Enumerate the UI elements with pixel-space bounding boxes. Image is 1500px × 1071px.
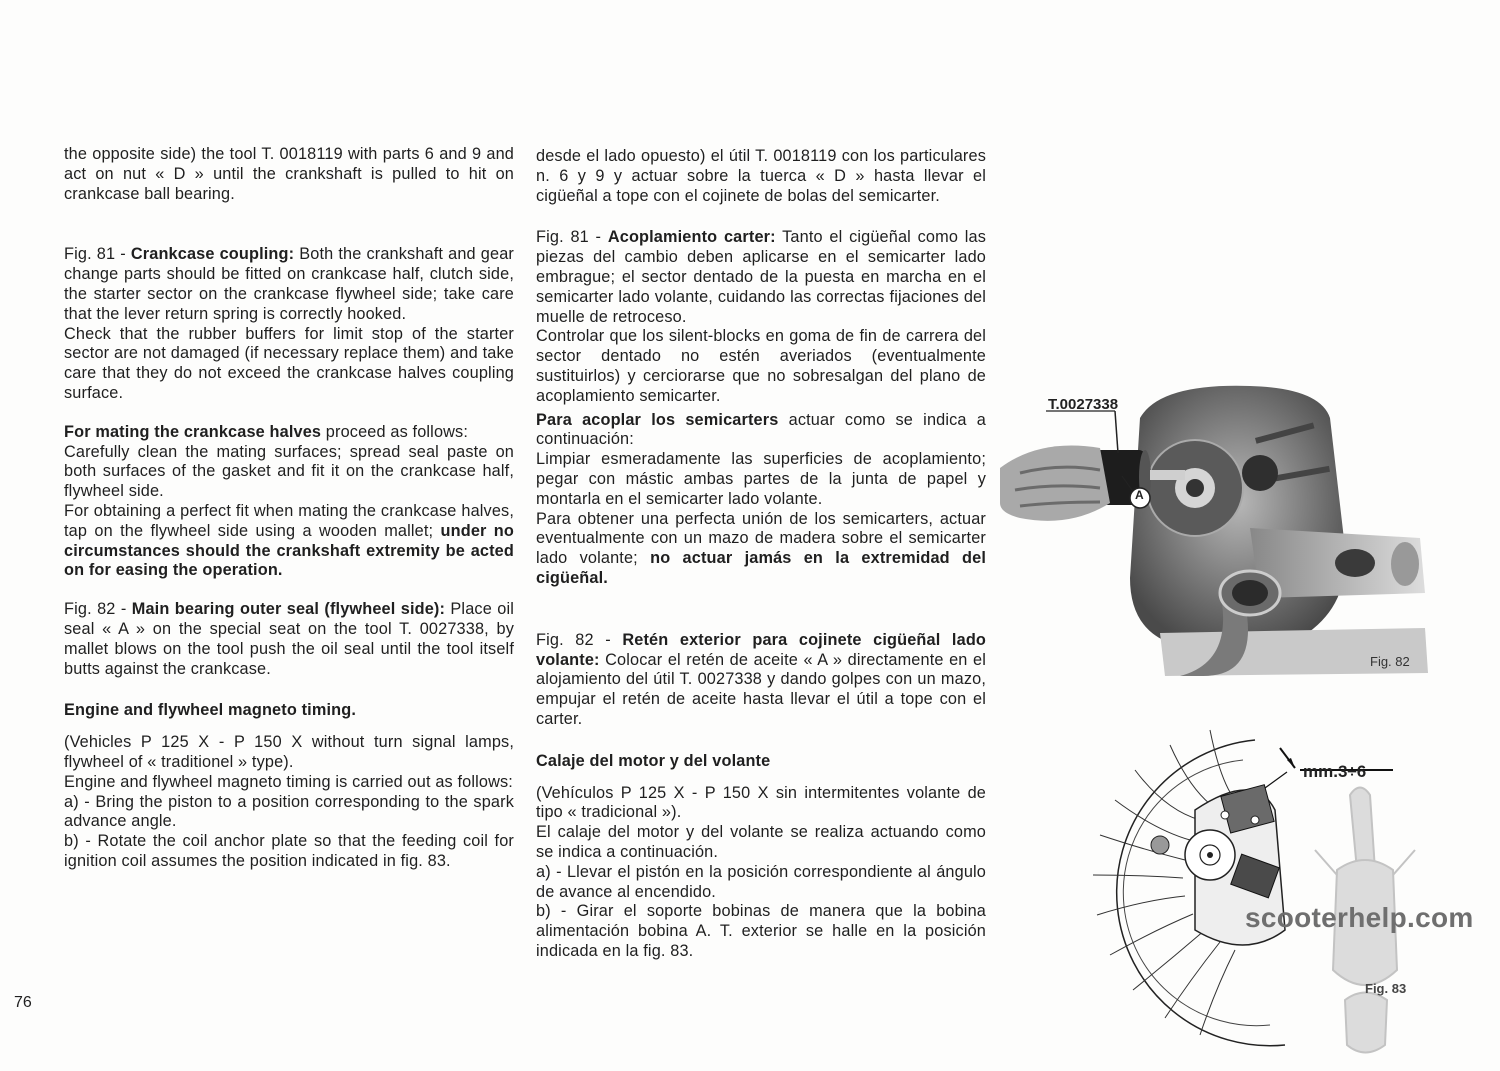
es-fit-warning: no actuar jamás en la extremidad del cigüeñal. [536,549,986,587]
en-fit-paragraph [64,502,514,581]
es-fig81-text: Tanto el cigüeñal como las piezas del cambio deben aplicarse en el semicarter lado embrague; el sector dentado de la puesta en marcha en el semicarter lado volante, cuidando las correctas fijaciones del muelle de retroceso. [536,228,986,326]
es-intro-paragraph: desde el lado opuesto) el útil T. 0018119 con los particulares n. 6 y 9 y actuar sobre la tuerca « D » hasta llevar el cigüeñal a tope con el cojinete de bolas del semicarter. [536,147,986,205]
es-timing-intro: El calaje del motor y del volante se realiza actuando como se indica a continuación. [536,823,986,861]
en-intro-paragraph: the opposite side) the tool T. 0018119 with parts 6 and 9 and act on nut « D » until the crankshaft is pulled to hit on crankcase ball bearing. [64,145,514,203]
es-mating-text: actuar como se indica a continuación: [536,410,986,449]
es-fig82-paragraph [536,631,986,730]
fig82-tool-label: T.0027338 [1048,396,1119,413]
es-fit-text: Para obtener una perfecta unión de los semicarters, actuar eventualmente con un mazo de madera sobre el semicarter lado volante; [536,509,986,568]
es-step-a: a) - Llevar el pistón en la posición correspondiente al ángulo de avance al encendido. [536,862,986,901]
en-check-paragraph: Check that the rubber buffers for limit stop of the starter sector are not damaged (if necessary replace them) and take care that they do not exceed the crankcase halves coupling surface. [64,324,514,402]
es-timing-heading: Calaje del motor y del volante [536,751,771,770]
en-fig82-paragraph [64,600,514,679]
english-column [64,145,514,872]
en-fig82-title: Main bearing outer seal (flywheel side): [131,600,446,619]
es-fig82-title: Retén exterior para cojinete cigüeñal lado volante: [536,630,987,669]
en-mating-title: For mating the crankcase halves [64,422,322,441]
fig83-flywheel-illustration [1075,700,1495,1065]
es-fig81-title: Acoplamiento carter: [607,228,776,247]
es-mating-title: Para acoplar los semicarters [536,410,779,429]
en-mating-paragraph [64,423,514,443]
en-timing-intro: Engine and flywheel magneto timing is carried out as follows: [64,772,513,791]
en-fig81-prefix: Fig. 81 - [64,245,131,264]
page-number: 76 [14,994,32,1011]
en-clean-paragraph: Carefully clean the mating surfaces; spread seal paste on both surfaces of the gasket and fit it on the crankcase half, flywheel side. [64,442,514,501]
en-timing-heading: Engine and flywheel magneto timing. [64,701,357,720]
watermark-text: scooterhelp.com [1245,902,1474,933]
en-fig81-text: Both the crankshaft and gear change parts should be fitted on crankcase half, clutch side, the starter sector on the crankcase flywheel side; take care that the lever return spring is correctly hooked. [64,245,514,323]
en-timing-vehicles: (Vehicles P 125 X - P 150 X without turn signal lamps, flywheel of « traditionel » type). [64,733,514,771]
en-fig81-title: Crankcase coupling: [130,245,295,264]
en-fig82-text: Place oil seal « A » on the special seat on the tool T. 0027338, by mallet blows on the tool push the oil seal until the tool itself butts against the crankcase. [64,600,514,678]
fig82-photo [1000,378,1430,678]
fig83-measure-label: mm.3÷6 [1303,762,1367,781]
fig82-part-label: A [1135,488,1144,502]
en-step-a: a) - Bring the piston to a position corresponding to the spark advance angle. [64,792,514,831]
es-mating-paragraph [536,411,986,451]
es-check-paragraph: Controlar que los silent-blocks en goma de fin de carrera del sector dentado no estén averiados (eventualmente sustituirlos) y cerciorarse que no sobresalgan del plano de acoplamiento semicarter. [536,327,986,405]
fig83-diagram [1075,700,1495,1065]
es-step-b: b) - Girar el soporte bobinas de manera que la bobina alimentación bobina A. T. exterior se halle en la posición indicada en la fig. 83. [536,902,986,960]
spanish-column [536,147,986,962]
en-fit-warning: under no circumstances should the crankshaft extremity be acted on for easing the operation. [64,521,514,580]
es-clean-paragraph: Limpiar esmeradamente las superficies de acoplamiento; pegar con mástic ambas partes de la junta de papel y montarla en el semicarter lado volante. [536,450,986,508]
en-step-b: b) - Rotate the coil anchor plate so that the feeding coil for ignition coil assumes the position indicated in fig. 83. [64,832,514,870]
en-fit-text: For obtaining a perfect fit when mating the crankcase halves, tap on the flywheel side using a wooden mallet; [64,501,514,540]
es-fig82-text: Colocar el retén de aceite « A » directamente en el alojamiento del útil T. 0027338 y dando golpes con un mazo, empujar el retén de aceite hasta llevar el útil a tope con el carter. [536,650,986,728]
fig82-engine-illustration [1000,378,1430,678]
es-fig81-paragraph [536,228,986,327]
es-timing-vehicles: (Vehículos P 125 X - P 150 X sin intermitentes volante de tipo « tradicional »). [536,783,986,822]
es-fig81-prefix: Fig. 81 - [536,228,608,247]
en-mating-text: proceed as follows: [321,422,469,441]
en-fig82-prefix: Fig. 82 - [64,600,132,619]
en-fig81-paragraph [64,245,514,324]
fig82-caption: Fig. 82 [1370,654,1410,669]
es-fig82-prefix: Fig. 82 - [536,630,623,649]
fig83-caption: Fig. 83 [1365,981,1407,996]
es-fit-paragraph [536,510,986,589]
